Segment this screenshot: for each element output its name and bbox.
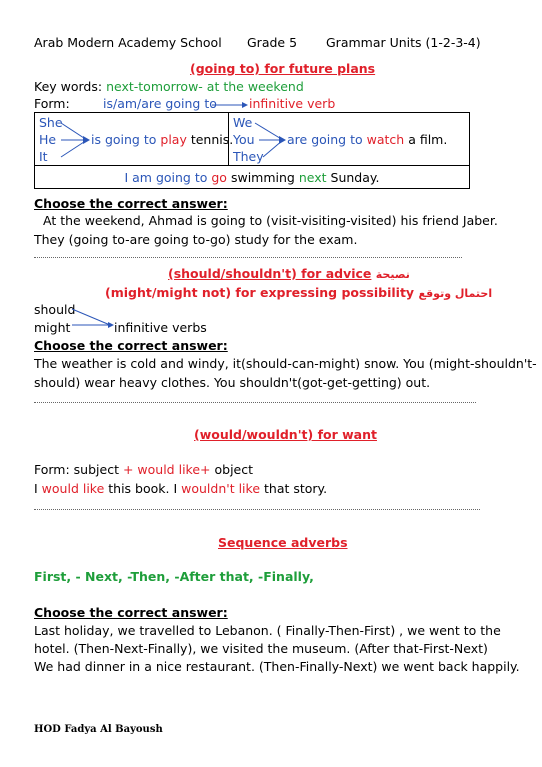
answer-line-3 xyxy=(34,509,480,510)
example-pre: I am going to xyxy=(124,169,208,185)
keywords-label: Key words: xyxy=(34,79,103,94)
would-ex-mid: this book. I xyxy=(108,481,178,496)
singular-rest: tennis. xyxy=(190,132,234,147)
form-arrow-icon xyxy=(212,100,248,110)
choose-heading-3: Choose the correct answer: xyxy=(34,605,228,620)
answer-line-2 xyxy=(34,402,476,403)
subject-we: We xyxy=(233,115,253,130)
should-title xyxy=(168,266,410,281)
school-name: Arab Modern Academy School xyxy=(34,35,222,50)
footer-author: HOD Fadya Al Bayoush xyxy=(34,724,163,735)
choose-heading-2: Choose the correct answer: xyxy=(34,338,228,353)
would-ex-post: that story. xyxy=(264,481,328,496)
modal-verbs: infinitive verbs xyxy=(114,320,207,335)
plural-rest: a film. xyxy=(408,132,448,147)
should-title-en: (should/shouldn't) for advice xyxy=(168,266,372,281)
units-label: Grammar Units (1-2-3-4) xyxy=(326,35,481,50)
would-ex-red1: would like xyxy=(41,481,105,496)
would-form-post: object xyxy=(214,462,254,477)
might-title-en: (might/might not) for expressing possibility xyxy=(105,285,415,300)
subject-you: You xyxy=(233,132,255,147)
form-aux: is/am/are going to xyxy=(103,96,217,111)
keywords-line xyxy=(34,79,304,94)
sequence-line-1: Last holiday, we travelled to Lebanon. ( Finally-Then-First) , we went to the xyxy=(34,623,501,638)
singular-verb: play xyxy=(160,132,187,147)
answer-line-1 xyxy=(34,257,462,258)
form-verb: infinitive verb xyxy=(249,96,336,111)
subject-they: They xyxy=(233,149,264,164)
subject-she: She xyxy=(39,115,63,130)
singular-aux: is going to xyxy=(91,132,157,147)
table-cell-singular xyxy=(35,113,234,166)
would-ex-pre: I xyxy=(34,481,38,496)
modals-q1: The weather is cold and windy, it(should-can-might) snow. You (might-shouldn't- xyxy=(34,356,537,371)
example-keyword: next xyxy=(298,169,327,185)
subject-it: It xyxy=(39,149,48,164)
going-to-title: (going to) for future plans xyxy=(190,61,376,76)
going-to-q2: They (going to-are going to-go) study for the exam. xyxy=(34,232,358,247)
modals-q2: should) wear heavy clothes. You shouldn't(got-get-getting) out. xyxy=(34,375,431,390)
would-form xyxy=(34,462,253,477)
example-post: Sunday. xyxy=(330,169,380,185)
plural-aux: are going to xyxy=(287,132,363,147)
keywords-value: next-tomorrow- at the weekend xyxy=(106,79,304,94)
sequence-words: First, - Next, -Then, -After that, -Finally, xyxy=(34,569,314,584)
would-ex-red2: wouldn't like xyxy=(181,481,261,496)
might-title-ar: احتمال وتوقع xyxy=(418,287,493,300)
would-form-red: + would like+ xyxy=(122,462,211,477)
going-to-table xyxy=(34,112,470,189)
might-title xyxy=(105,285,492,300)
sequence-title: Sequence adverbs xyxy=(218,535,348,550)
form-label: Form: xyxy=(34,96,70,111)
would-example xyxy=(34,481,327,496)
word-might: might xyxy=(34,320,71,335)
singular-sentence xyxy=(91,132,233,147)
table-cell-plural xyxy=(229,113,470,166)
example-verb: go xyxy=(211,169,227,185)
going-to-q1: At the weekend, Ahmad is going to (visit-visiting-visited) his friend Jaber. xyxy=(43,213,498,228)
grade-label: Grade 5 xyxy=(247,35,298,50)
should-title-ar: نصيحة xyxy=(375,268,410,281)
subject-he: He xyxy=(39,132,57,147)
would-title: (would/wouldn't) for want xyxy=(194,427,377,442)
sequence-line-2: hotel. (Then-Next-Finally), we visited the museum. (After that-First-Next) xyxy=(34,641,488,656)
modal-arrow-icon xyxy=(70,305,116,331)
would-form-pre: Form: subject xyxy=(34,462,119,477)
example-mid: swimming xyxy=(230,169,295,185)
choose-heading-1: Choose the correct answer: xyxy=(34,196,228,211)
plural-arrow-icon xyxy=(229,113,289,165)
table-example-cell xyxy=(35,166,470,189)
plural-sentence xyxy=(287,132,447,147)
singular-arrow-icon xyxy=(35,113,95,165)
sequence-line-3: We had dinner in a nice restaurant. (Then-Finally-Next) we went back happily. xyxy=(34,659,520,674)
word-should: should xyxy=(34,302,76,317)
plural-verb: watch xyxy=(366,132,405,147)
